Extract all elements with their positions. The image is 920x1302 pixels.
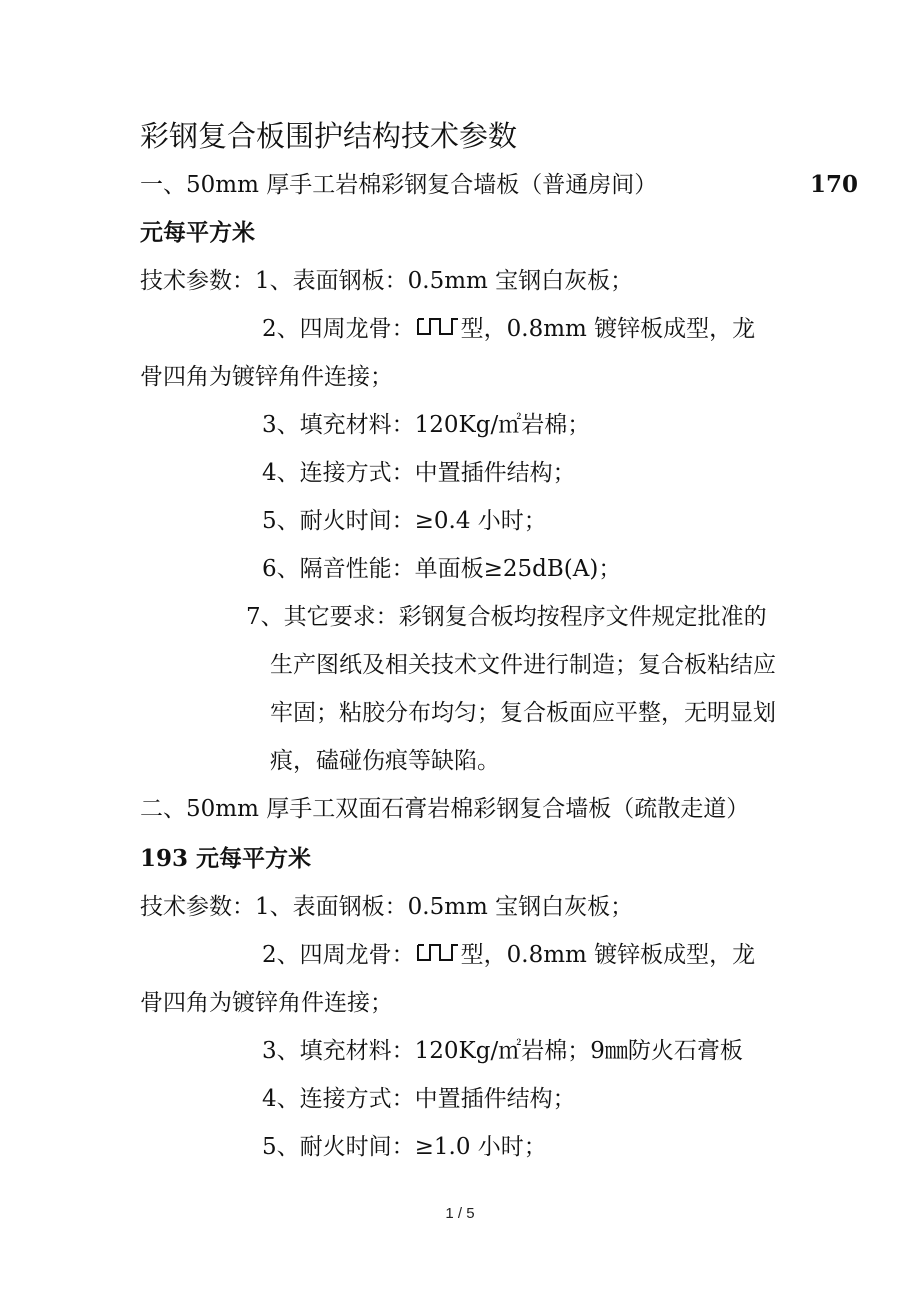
s1-param-7-line-4: 痕，磕碰伤痕等缺陷。 xyxy=(270,748,500,774)
section-2-heading: 二、50mm 厚手工双面石膏岩棉彩钢复合墙板（疏散走道） xyxy=(140,796,750,822)
section-2-price: 193 元每平方米 xyxy=(140,845,312,872)
s2-param-2-label: 2、四周龙骨： xyxy=(262,942,415,968)
page-number: 1 / 5 xyxy=(445,1205,475,1222)
s1-param-2 xyxy=(262,314,755,345)
s1-param-7-line-1: 7、其它要求：彩钢复合板均按程序文件规定批准的 xyxy=(246,604,767,630)
s1-param-1: 技术参数：1、表面钢板：0.5mm 宝钢白灰板； xyxy=(140,268,634,294)
s1-param-6: 6、隔音性能：单面板≥25dB(A)； xyxy=(262,556,622,582)
s1-param-2-label: 2、四周龙骨： xyxy=(262,316,415,342)
s1-param-5: 5、耐火时间：≥0.4 小时； xyxy=(262,508,547,534)
keel-profile-icon xyxy=(415,315,461,345)
s1-param-2-continued: 骨四角为镀锌角件连接； xyxy=(140,364,393,390)
s2-param-1: 技术参数：1、表面钢板：0.5mm 宝钢白灰板； xyxy=(140,894,634,920)
s2-param-5: 5、耐火时间：≥1.0 小时； xyxy=(262,1134,547,1160)
keel-profile-icon xyxy=(415,941,461,971)
s1-param-7-line-2: 生产图纸及相关技术文件进行制造；复合板粘结应 xyxy=(270,652,776,678)
s2-param-3: 3、填充材料：120Kg/㎡岩棉；9㎜防火石膏板 xyxy=(262,1038,743,1064)
s2-param-2-continued: 骨四角为镀锌角件连接； xyxy=(140,990,393,1016)
s1-param-2-text: 型，0.8mm 镀锌板成型，龙 xyxy=(460,316,756,342)
section-1-price-number: 170 xyxy=(810,171,859,198)
s1-param-4: 4、连接方式：中置插件结构； xyxy=(262,460,576,486)
s2-param-2-text: 型，0.8mm 镀锌板成型，龙 xyxy=(460,942,756,968)
s1-param-7-line-3: 牢固；粘胶分布均匀；复合板面应平整，无明显划 xyxy=(270,700,776,726)
page-title: 彩钢复合板围护结构技术参数 xyxy=(140,119,518,153)
section-1-heading: 一、50mm 厚手工岩棉彩钢复合墙板（普通房间） xyxy=(140,172,658,198)
s2-param-4: 4、连接方式：中置插件结构； xyxy=(262,1086,576,1112)
s2-param-2 xyxy=(262,940,755,971)
s1-param-3: 3、填充材料：120Kg/㎡岩棉； xyxy=(262,412,591,438)
section-1-price-unit: 元每平方米 xyxy=(140,219,255,246)
